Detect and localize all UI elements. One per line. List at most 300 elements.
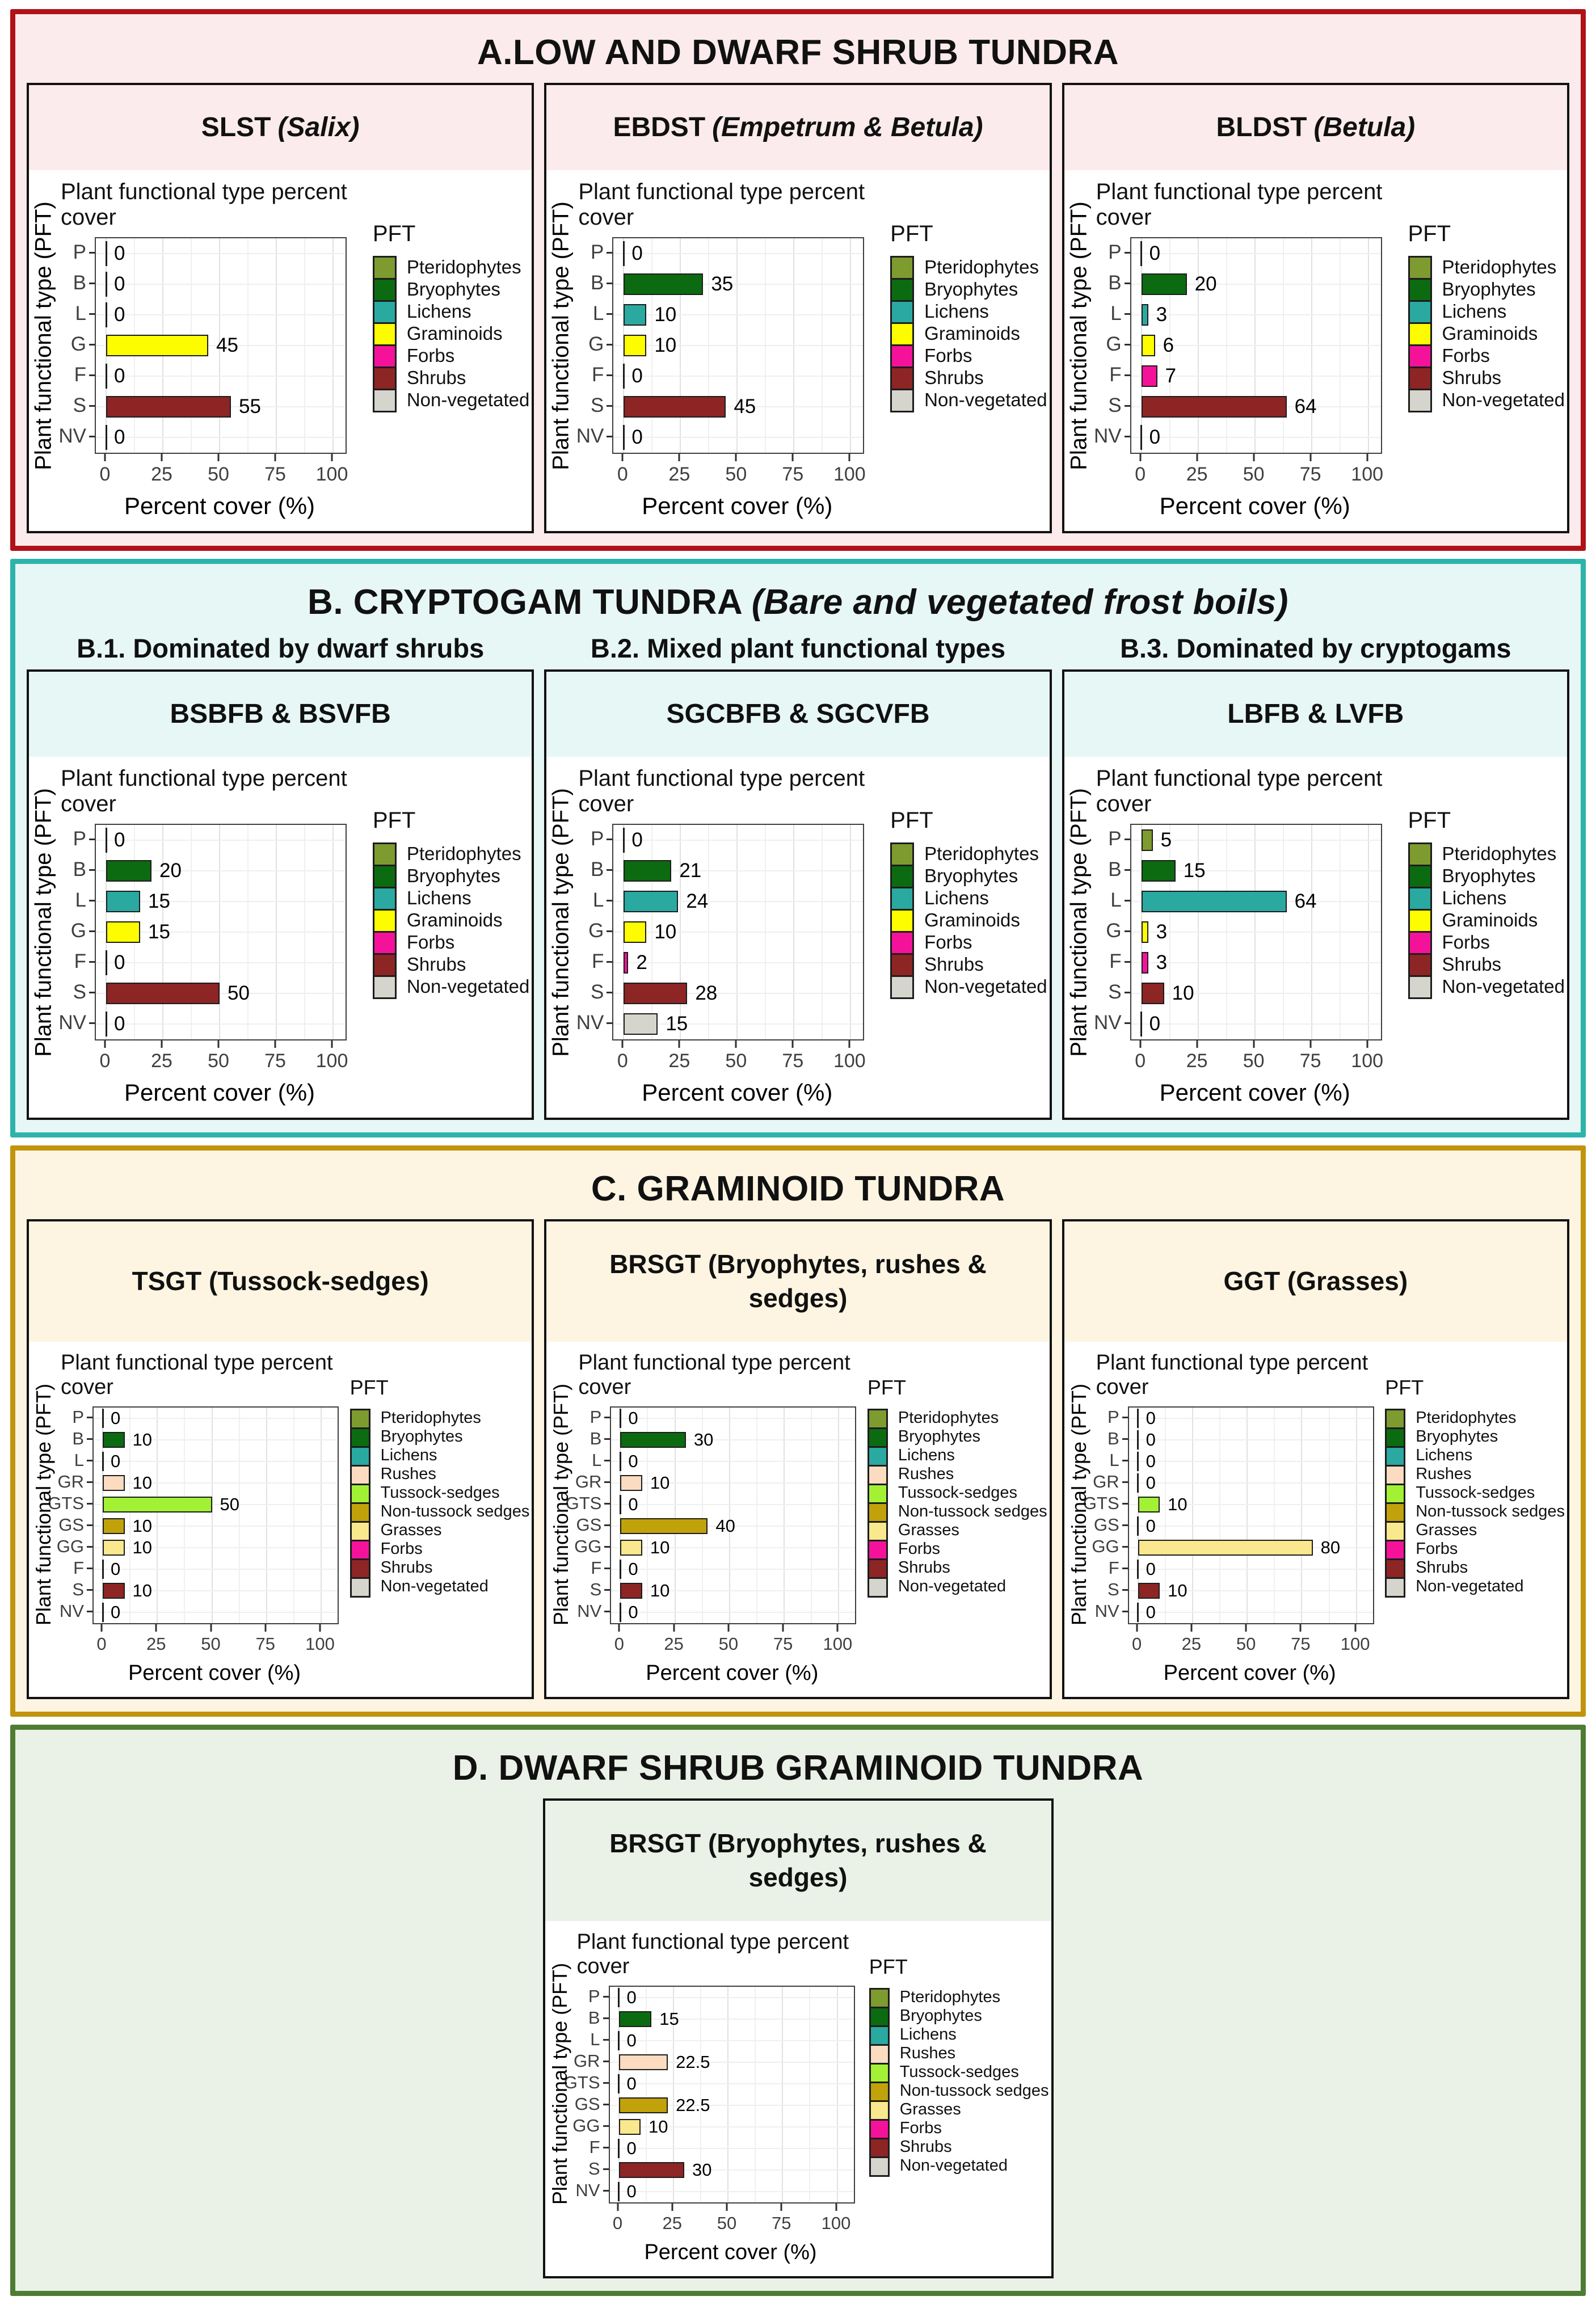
chart-lbfb-lvfb xyxy=(1062,669,1569,1120)
y-tick-mark xyxy=(1122,1417,1128,1418)
legend-item-non-vegetated xyxy=(1408,975,1565,997)
x-tick-mark xyxy=(101,1624,103,1632)
gridline-horizontal xyxy=(1129,1439,1373,1440)
y-tick-mark xyxy=(1122,1503,1128,1505)
gridline-horizontal xyxy=(1129,1418,1373,1419)
legend-item-non-vegetated xyxy=(373,975,529,997)
x-tick-label: 0 xyxy=(612,2213,623,2233)
x-tick-label: 0 xyxy=(614,1634,624,1654)
legend-label: Forbs xyxy=(406,344,455,366)
legend-label: Non-tussock sedges xyxy=(1416,1502,1565,1520)
y-tick-L: L xyxy=(592,1450,610,1471)
zero-line-F xyxy=(623,364,625,389)
value-label-GR: 0 xyxy=(1146,1473,1156,1493)
y-tick-P: P xyxy=(591,824,612,854)
y-tick-B: B xyxy=(1108,268,1130,298)
legend-swatch xyxy=(1385,1521,1405,1541)
panel-d-header: D. DWARF SHRUB GRAMINOID TUNDRA xyxy=(452,1749,1144,1788)
y-tick-B: B xyxy=(588,2007,609,2029)
y-tick-B: B xyxy=(590,1428,610,1450)
y-tick-mark xyxy=(1125,252,1130,254)
legend-item-shrubs xyxy=(373,366,529,389)
legend-title: PFT xyxy=(890,808,933,833)
y-tick-G: G xyxy=(71,329,95,360)
chart-title-text: TSGT (Tussock-sedges) xyxy=(132,1266,429,1296)
legend-swatch xyxy=(869,2082,890,2102)
legend-label: Tussock-sedges xyxy=(899,2063,1019,2081)
y-tick-mark xyxy=(87,1611,92,1612)
value-label-P: 0 xyxy=(631,242,643,264)
legend-label: Lichens xyxy=(380,1446,437,1464)
y-tick-mark xyxy=(87,1568,92,1569)
y-tick-mark xyxy=(607,992,612,993)
legend-title: PFT xyxy=(372,808,416,833)
value-label-GS: 40 xyxy=(715,1516,735,1536)
y-tick-mark xyxy=(607,283,612,284)
x-tick-mark xyxy=(837,1624,839,1632)
bar-GG xyxy=(619,2119,641,2135)
x-axis-label: Percent cover (%) xyxy=(124,1079,315,1106)
x-tick-label: 75 xyxy=(1291,1634,1311,1654)
legend-swatch xyxy=(890,344,914,368)
y-tick-mark xyxy=(603,2168,609,2170)
value-label-GG: 10 xyxy=(650,1537,670,1557)
legend-swatch xyxy=(350,1484,370,1504)
x-tick-label: 0 xyxy=(1135,464,1146,485)
subheader-b-3: B.3. Dominated by cryptogams xyxy=(1120,633,1511,663)
legend-label: Bryophytes xyxy=(1442,865,1536,886)
legend-item-shrubs xyxy=(869,2138,1049,2156)
y-tick-NV: NV xyxy=(58,1008,95,1038)
legend-swatch xyxy=(1385,1409,1405,1429)
legend-item-non-vegetated xyxy=(373,389,529,411)
x-tick-label: 25 xyxy=(151,1050,172,1072)
value-label-P: 0 xyxy=(1149,242,1161,264)
gridline-horizontal xyxy=(96,253,346,254)
legend-label: Tussock-sedges xyxy=(1416,1484,1535,1502)
legend-label: Shrubs xyxy=(899,2138,952,2156)
y-tick-mark xyxy=(89,961,95,963)
bar-S xyxy=(620,1583,642,1599)
x-tick-label: 0 xyxy=(617,464,628,485)
y-tick-mark xyxy=(89,436,95,437)
y-axis-label: Plant functional type (PFT) xyxy=(1066,788,1092,1057)
bar-L xyxy=(624,891,678,912)
legend-item-lichens xyxy=(890,300,1047,322)
legend-label: Forbs xyxy=(899,2119,942,2137)
value-label-S: 10 xyxy=(1168,1581,1187,1600)
legend-item-graminoids xyxy=(890,909,1047,931)
legend-swatch xyxy=(869,2100,890,2121)
y-tick-mark xyxy=(607,436,612,437)
x-tick-mark xyxy=(1196,454,1198,461)
x-axis-label: Percent cover (%) xyxy=(1159,1079,1350,1106)
x-axis xyxy=(1130,454,1384,488)
x-tick-label: 100 xyxy=(305,1634,335,1654)
legend-item-non-vegetated xyxy=(350,1577,530,1596)
x-tick-label: 75 xyxy=(264,464,286,485)
legend-item-graminoids xyxy=(1408,322,1565,344)
legend-swatch xyxy=(1385,1502,1405,1523)
value-label-NV: 0 xyxy=(114,426,125,448)
legend-swatch xyxy=(1385,1577,1405,1598)
y-tick-mark xyxy=(89,283,95,284)
x-tick-mark xyxy=(210,1624,212,1632)
legend-item-forbs xyxy=(868,1540,1047,1558)
legend-swatch xyxy=(373,865,397,888)
chart-title xyxy=(29,672,532,757)
y-tick-P: P xyxy=(588,1986,609,2007)
legend-label: Forbs xyxy=(1442,344,1490,366)
value-label-GS: 10 xyxy=(132,1516,152,1536)
y-tick-B: B xyxy=(72,1428,92,1450)
x-axis xyxy=(95,454,348,488)
legend xyxy=(1408,221,1565,520)
legend-swatch xyxy=(373,300,397,324)
y-tick-NV: NV xyxy=(576,1008,613,1038)
value-label-NV: 15 xyxy=(666,1013,688,1035)
y-tick-mark xyxy=(87,1503,92,1505)
x-tick-label: 75 xyxy=(782,1050,804,1072)
x-tick-mark xyxy=(1309,1040,1311,1048)
legend-swatch xyxy=(869,2063,890,2083)
bar-L xyxy=(1142,304,1148,326)
x-axis-label: Percent cover (%) xyxy=(644,2240,817,2264)
value-label-NV: 0 xyxy=(628,1602,638,1622)
legend-swatch xyxy=(373,322,397,346)
panel-b xyxy=(10,559,1586,1137)
x-axis-label: Percent cover (%) xyxy=(1159,492,1350,519)
bar-G xyxy=(624,335,646,356)
legend-label: Non-vegetated xyxy=(924,975,1047,997)
y-tick-mark xyxy=(87,1460,92,1461)
bar-B xyxy=(619,2011,652,2027)
legend-item-forbs xyxy=(869,2119,1049,2138)
y-tick-mark xyxy=(89,344,95,346)
legend-swatch xyxy=(869,2138,890,2158)
legend-swatch xyxy=(890,842,914,866)
legend-label: Non-tussock sedges xyxy=(898,1502,1047,1520)
value-label-GTS: 0 xyxy=(628,1494,638,1514)
value-label-P: 0 xyxy=(111,1408,121,1428)
legend-label: Forbs xyxy=(1442,931,1490,953)
legend-label: Non-vegetated xyxy=(1442,975,1565,997)
legend-label: Non-vegetated xyxy=(1416,1577,1524,1595)
legend-label: Grasses xyxy=(1416,1521,1477,1539)
x-axis xyxy=(95,1040,348,1075)
legend-swatch xyxy=(890,909,914,933)
y-tick-F: F xyxy=(1109,946,1130,977)
legend-item-forbs xyxy=(1385,1540,1565,1558)
legend-item-lichens xyxy=(373,300,529,322)
value-label-P: 0 xyxy=(114,829,125,851)
plot-area xyxy=(95,237,347,454)
legend-item-shrubs xyxy=(1408,953,1565,975)
plot-area xyxy=(95,824,347,1040)
gridline-horizontal xyxy=(94,1612,338,1613)
x-tick-mark xyxy=(1136,1624,1138,1632)
bar-G xyxy=(106,335,208,356)
y-tick-mark xyxy=(607,1022,612,1024)
value-label-F: 0 xyxy=(111,1559,121,1579)
y-tick-S: S xyxy=(1107,1579,1128,1600)
gridline-horizontal xyxy=(94,1439,338,1440)
legend-swatch xyxy=(868,1427,888,1448)
gridline-horizontal xyxy=(613,345,863,346)
y-tick-mark xyxy=(87,1481,92,1483)
x-tick-label: 0 xyxy=(99,1050,111,1072)
zero-line-NV xyxy=(1137,1603,1139,1622)
gridline-horizontal xyxy=(613,437,863,438)
x-tick-mark xyxy=(673,1624,675,1632)
value-label-F: 0 xyxy=(626,2138,637,2158)
value-label-GS: 0 xyxy=(1146,1516,1156,1536)
x-tick-mark xyxy=(264,1624,266,1632)
chart-title-text: EBDST xyxy=(613,112,706,142)
legend-item-lichens xyxy=(350,1446,530,1465)
gridline-horizontal xyxy=(613,314,863,315)
x-tick-mark xyxy=(792,454,794,461)
value-label-GG: 10 xyxy=(132,1537,152,1557)
chart-bsbfb-bsvfb xyxy=(27,669,534,1120)
gridline-horizontal xyxy=(94,1526,338,1527)
y-tick-mark xyxy=(603,2125,609,2127)
x-tick-mark xyxy=(104,454,106,461)
legend-item-lichens xyxy=(1408,300,1565,322)
plot-title: Plant functional type percent cover xyxy=(1096,179,1383,230)
y-tick-F: F xyxy=(592,360,612,390)
x-tick-mark xyxy=(1309,454,1311,461)
legend-swatch xyxy=(890,322,914,346)
legend-label: Shrubs xyxy=(1442,366,1502,388)
legend-label: Bryophytes xyxy=(380,1427,463,1446)
bar-GS xyxy=(619,2097,668,2113)
value-label-S: 10 xyxy=(650,1581,670,1600)
bar-B xyxy=(1142,860,1176,882)
zero-line-NV xyxy=(618,2182,620,2201)
y-tick-mark xyxy=(607,313,612,315)
legend-swatch xyxy=(350,1446,370,1467)
legend-label: Forbs xyxy=(924,931,972,953)
gridline-horizontal xyxy=(611,1612,855,1613)
legend-swatch xyxy=(1408,300,1432,324)
x-tick-label: 25 xyxy=(1186,1050,1208,1072)
legend-item-forbs xyxy=(373,344,529,366)
x-tick-mark xyxy=(782,1624,784,1632)
gridline-horizontal xyxy=(96,840,346,841)
y-tick-F: F xyxy=(73,1557,92,1579)
legend-label: Non-vegetated xyxy=(380,1577,489,1595)
zero-line-NV xyxy=(106,425,107,450)
y-axis-label: Plant functional type (PFT) xyxy=(548,201,574,470)
y-axis-label: Plant functional type (PFT) xyxy=(549,1384,573,1626)
y-tick-mark xyxy=(87,1524,92,1526)
legend-item-bryophytes xyxy=(869,2007,1049,2025)
chart-sgcbfb-sgcvfb xyxy=(544,669,1051,1120)
bar-GR xyxy=(103,1475,125,1491)
y-tick-mark xyxy=(89,839,95,840)
bar-GG xyxy=(103,1540,125,1556)
value-label-L: 10 xyxy=(654,304,677,326)
legend-item-pteridophytes xyxy=(373,256,529,278)
legend-label: Forbs xyxy=(898,1540,941,1558)
chart-ggt-grasses- xyxy=(1062,1219,1569,1699)
x-axis xyxy=(1128,1624,1372,1657)
legend-item-rushes xyxy=(350,1465,530,1484)
chart-title-text: SGCBFB & SGCVFB xyxy=(666,698,930,729)
legend xyxy=(1385,1376,1565,1686)
y-tick-mark xyxy=(87,1438,92,1440)
zero-line-L xyxy=(106,302,107,327)
y-tick-mark xyxy=(1122,1568,1128,1569)
x-tick-mark xyxy=(1253,454,1254,461)
legend-swatch xyxy=(869,2007,890,2027)
y-tick-mark xyxy=(87,1589,92,1591)
gridline-horizontal xyxy=(94,1461,338,1462)
y-tick-mark xyxy=(89,1022,95,1024)
legend-swatch xyxy=(868,1502,888,1523)
x-tick-mark xyxy=(1354,1624,1356,1632)
zero-line-B xyxy=(106,272,107,297)
plot-title: Plant functional type percent cover xyxy=(1096,1351,1368,1399)
y-tick-mark xyxy=(1125,839,1130,840)
y-tick-mark xyxy=(607,374,612,376)
chart-title-text: BRSGT (Bryophytes, rushes & sedges) xyxy=(609,1249,987,1313)
x-tick-label: 100 xyxy=(833,1050,866,1072)
zero-line-NV xyxy=(1140,425,1142,450)
zero-line-F xyxy=(102,1560,104,1579)
gridline-horizontal xyxy=(1131,1023,1381,1025)
legend-swatch xyxy=(350,1577,370,1598)
plot-title: Plant functional type percent cover xyxy=(578,179,865,230)
legend-label: Shrubs xyxy=(380,1558,433,1577)
y-tick-mark xyxy=(604,1611,610,1612)
value-label-S: 50 xyxy=(228,982,250,1004)
gridline-horizontal xyxy=(1131,314,1381,315)
legend-swatch xyxy=(869,2156,890,2177)
y-tick-GS: GS xyxy=(58,1514,92,1536)
gridline-horizontal xyxy=(1129,1482,1373,1484)
legend-swatch xyxy=(1408,344,1432,368)
chart-title xyxy=(546,1221,1049,1342)
zero-line-NV xyxy=(106,1012,107,1037)
legend-label: Non-tussock sedges xyxy=(380,1502,530,1520)
chart-title xyxy=(546,672,1049,757)
y-tick-GR: GR xyxy=(58,1471,93,1493)
y-tick-mark xyxy=(603,2147,609,2148)
legend-label: Pteridophytes xyxy=(380,1409,481,1427)
gridline-horizontal xyxy=(96,962,346,963)
y-tick-L: L xyxy=(593,885,612,916)
legend-label: Rushes xyxy=(1416,1465,1472,1483)
plot-area xyxy=(92,1406,339,1624)
gridline-horizontal xyxy=(611,1504,855,1505)
value-label-F: 7 xyxy=(1165,365,1177,387)
x-tick-mark xyxy=(218,454,220,461)
y-tick-S: S xyxy=(72,1579,92,1600)
x-tick-label: 25 xyxy=(146,1634,166,1654)
y-tick-mark xyxy=(603,1996,609,1998)
gridline-horizontal xyxy=(1129,1569,1373,1570)
panel-a xyxy=(10,9,1586,551)
chart-slst xyxy=(27,83,534,533)
x-tick-mark xyxy=(835,2204,837,2211)
legend-swatch xyxy=(1408,256,1432,280)
y-tick-mark xyxy=(89,374,95,376)
y-tick-mark xyxy=(604,1481,610,1483)
x-tick-label: 75 xyxy=(772,2213,791,2233)
y-tick-mark xyxy=(607,839,612,840)
value-label-G: 10 xyxy=(654,334,677,356)
value-label-G: 6 xyxy=(1163,334,1174,356)
y-tick-L: L xyxy=(75,885,95,916)
value-label-B: 30 xyxy=(693,1430,714,1450)
legend-swatch xyxy=(1408,953,1432,977)
bar-S xyxy=(1142,983,1164,1004)
legend-label: Graminoids xyxy=(406,322,503,344)
legend-swatch xyxy=(373,366,397,390)
legend-swatch xyxy=(890,256,914,280)
value-label-P: 0 xyxy=(626,1987,637,2007)
y-tick-F: F xyxy=(74,360,95,390)
legend-swatch xyxy=(1385,1446,1405,1467)
legend-label: Pteridophytes xyxy=(924,256,1039,277)
y-tick-S: S xyxy=(1108,977,1130,1008)
chart-title xyxy=(545,1801,1051,1921)
bar-S xyxy=(106,983,220,1004)
legend-item-grasses xyxy=(1385,1521,1565,1540)
value-label-L: 0 xyxy=(626,2030,637,2050)
value-label-P: 0 xyxy=(114,242,125,264)
legend xyxy=(373,808,529,1106)
y-tick-mark xyxy=(607,930,612,932)
y-tick-GTS: GTS xyxy=(564,2072,609,2093)
zero-line-GR xyxy=(1137,1473,1139,1493)
legend-label: Shrubs xyxy=(924,366,984,388)
gridline-horizontal xyxy=(613,253,863,254)
legend-item-lichens xyxy=(1385,1446,1565,1465)
bar-F xyxy=(1142,365,1157,387)
y-tick-GS: GS xyxy=(1094,1514,1128,1536)
y-tick-S: S xyxy=(591,977,612,1008)
panel-c-header: C. GRAMINOID TUNDRA xyxy=(591,1169,1005,1208)
chart-title xyxy=(1064,85,1567,170)
bar-G xyxy=(106,921,140,943)
y-tick-NV: NV xyxy=(1095,1600,1128,1622)
legend xyxy=(1408,808,1565,1106)
legend-label: Lichens xyxy=(1442,887,1507,908)
y-tick-mark xyxy=(603,2039,609,2041)
x-tick-mark xyxy=(1366,454,1368,461)
legend-label: Lichens xyxy=(924,887,989,908)
legend-swatch xyxy=(350,1465,370,1485)
bar-GTS xyxy=(1138,1497,1160,1512)
x-tick-mark xyxy=(331,1040,333,1048)
bar-S xyxy=(103,1583,125,1599)
legend-label: Shrubs xyxy=(406,953,466,975)
bar-F xyxy=(624,952,628,974)
y-tick-S: S xyxy=(591,390,612,421)
gridline-horizontal xyxy=(94,1547,338,1548)
legend-label: Bryophytes xyxy=(924,278,1018,300)
legend-item-shrubs xyxy=(890,953,1047,975)
x-tick-label: 25 xyxy=(668,1050,690,1072)
y-tick-mark xyxy=(607,900,612,901)
x-tick-mark xyxy=(155,1624,157,1632)
legend-label: Lichens xyxy=(924,300,989,322)
y-tick-GTS: GTS xyxy=(1083,1493,1128,1514)
legend-label: Bryophytes xyxy=(1416,1427,1498,1446)
